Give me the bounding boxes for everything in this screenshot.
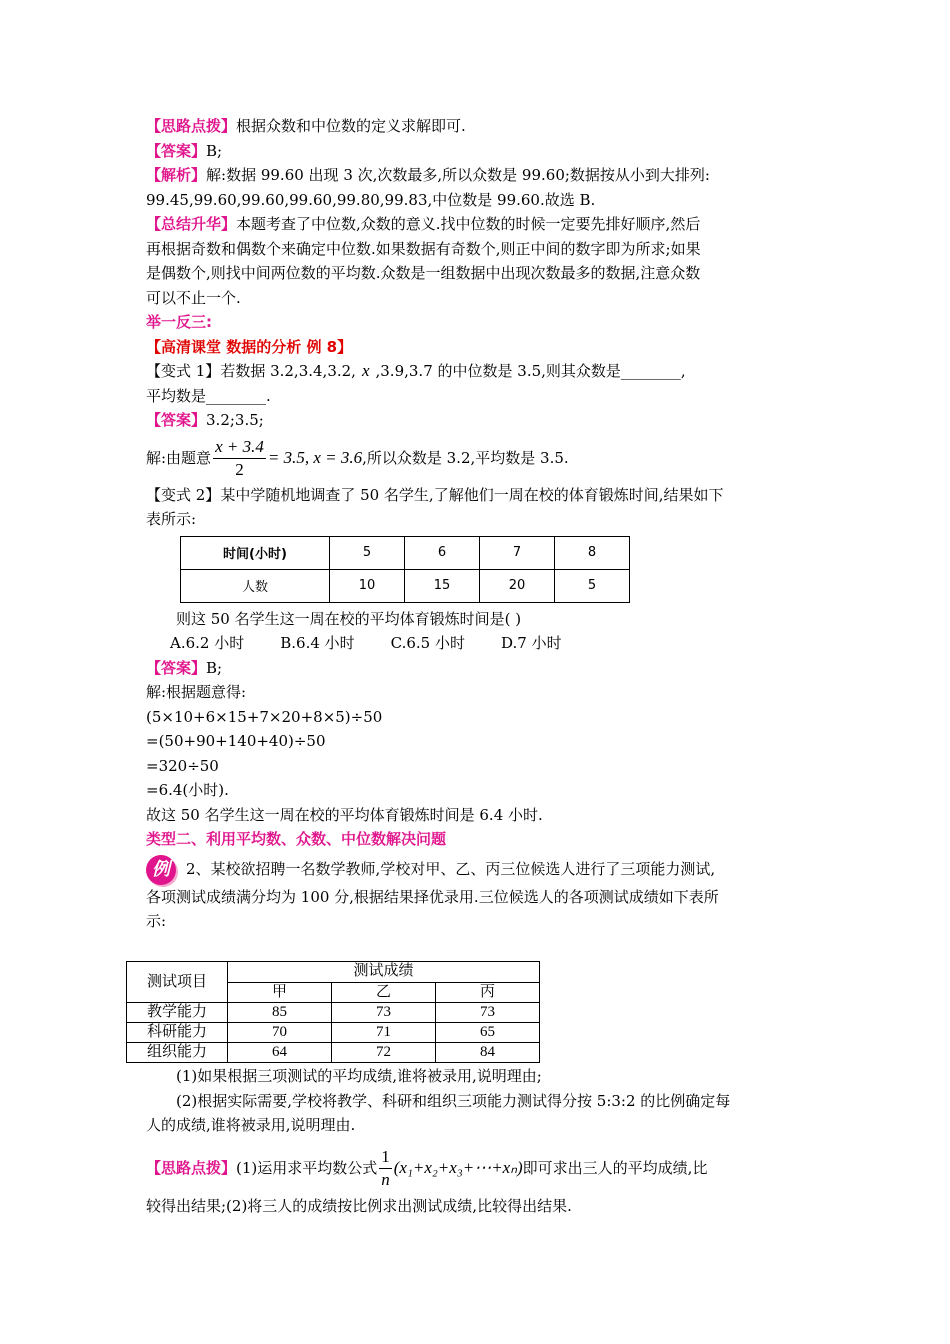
solution2-line: (5×10+6×15+7×20+8×5)÷50 [146, 707, 383, 726]
hint2-line-2: 较得出结果;(2)将三人的成绩按比例求出测试成绩,比较得出结果. [146, 1196, 572, 1215]
solution1-post: ,所以众数是 3.2,平均数是 3.5. [362, 448, 569, 467]
table-cell: 20 [480, 569, 555, 602]
table-cell: 84 [436, 1043, 540, 1063]
analysis-line-1 [146, 163, 808, 188]
example2-line-1 [146, 854, 808, 885]
table-cell: 15 [405, 569, 480, 602]
practice-heading: 举一反三: [146, 313, 212, 331]
solution2-line: =320÷50 [146, 756, 219, 775]
question-2-line-2: 人的成绩,谁将被录用,说明理由. [146, 1116, 356, 1134]
question-1: (1)如果根据三项测试的平均成绩,谁将被录用,说明理由; [176, 1067, 542, 1085]
variant2-line-2: 表所示: [146, 510, 197, 528]
answer-tag: 【答案】 [146, 141, 207, 160]
table-cell: 教学能力 [127, 1003, 228, 1023]
hint2-pre: (1)运用求平均数公式 [236, 1158, 378, 1177]
mean-formula-sum: (x₁+x₂+x₃+⋯+xₙ) [393, 1157, 523, 1177]
question2-line: 则这 50 名学生这一周在校的平均体育锻炼时间是( ) [176, 609, 522, 628]
answer1-paragraph [146, 408, 808, 433]
table-cell: 5 [555, 569, 630, 602]
variant2-line-1 [146, 483, 808, 508]
hint-paragraph [146, 114, 808, 139]
table-cell: 人数 [181, 569, 330, 602]
table-cell: 6 [405, 536, 480, 569]
question-2-line-1: (2)根据实际需要,学校将教学、科研和组织三项能力测试得分按 5:3:2 的比例确定每 [176, 1091, 731, 1110]
table-cell: 组织能力 [127, 1043, 228, 1063]
solution2-line: =(50+90+140+40)÷50 [146, 732, 326, 750]
solution2-line: 故这 50 名学生这一周在校的平均体育锻炼时间是 6.4 小时. [146, 805, 543, 824]
table-cell: 73 [436, 1003, 540, 1023]
classroom-heading: 【高清课堂 数据的分析 例 8】 [146, 337, 353, 356]
summary-tag: 【总结升华】 [146, 215, 237, 233]
variant1-variable: x [361, 361, 370, 380]
option-a: A.6.2 小时 [170, 634, 245, 652]
answer2-tag: 【答案】 [146, 658, 207, 677]
table-row [127, 962, 540, 983]
variant2-text-1: 某中学随机地调查了 50 名学生,了解他们一周在校的体育锻炼时间,结果如下 [220, 485, 724, 504]
solution1-line [146, 433, 808, 483]
table-row [181, 569, 630, 602]
fraction-numerator: x + 3.4 [213, 436, 266, 459]
answer2-text: B; [206, 658, 223, 677]
options-line [146, 631, 808, 656]
table-cell: 85 [228, 1003, 332, 1023]
answer1-tag: 【答案】 [146, 411, 207, 429]
document-page [146, 114, 808, 934]
table-row [181, 536, 630, 569]
option-d: D.7 小时 [501, 634, 562, 652]
analysis-line-2: 99.45,99.60,99.60,99.60,99.80,99.83,中位数是 99.60.故选 B. [146, 190, 596, 209]
summary-line-3: 是偶数个,则找中间两位数的平均数.众数是一组数据中出现次数最多的数据,注意众数 [146, 264, 701, 282]
answer-text: B; [206, 141, 223, 160]
answer2-paragraph [146, 656, 808, 681]
variant1-tag: 【变式 1】 [146, 362, 221, 380]
hint2-tag: 【思路点拨】 [146, 1158, 237, 1177]
hint-text: 根据众数和中位数的定义求解即可. [236, 117, 466, 135]
option-c: C.6.5 小时 [390, 634, 465, 652]
table-cell: 70 [228, 1023, 332, 1043]
candidate-score-table [126, 961, 540, 1063]
solution2-line: =6.4(小时). [146, 781, 229, 799]
table-cell: 5 [330, 536, 405, 569]
table-cell: 64 [228, 1043, 332, 1063]
table-cell: 73 [332, 1003, 436, 1023]
example2-line-2: 各项测试成绩满分均为 100 分,根据结果择优录用.三位候选人的各项测试成绩如下表所 [146, 887, 719, 906]
variant2-tag: 【变式 2】 [146, 485, 221, 504]
answer1-text: 3.2;3.5; [206, 411, 264, 429]
variant1-text-1: 若数据 3.2,3.4,3.2, [220, 362, 356, 380]
summary-line-1 [146, 212, 808, 237]
mean-formula-fraction [379, 1146, 392, 1191]
variant1-text-2: ,3.9,3.7 的中位数是 3.5,则其众数是________, [375, 362, 686, 380]
table-cell: 71 [332, 1023, 436, 1043]
fraction-numerator: 1 [379, 1146, 392, 1169]
table-cell: 65 [436, 1023, 540, 1043]
example2-text-1: 2、某校欲招聘一名数学教师,学校对甲、乙、丙三位候选人进行了三项能力测试, [186, 859, 716, 878]
table-row [127, 1043, 540, 1063]
table-cell: 72 [332, 1043, 436, 1063]
table-header-cell: 测试项目 [127, 962, 228, 1003]
table-cell: 7 [480, 536, 555, 569]
solution1-fraction [213, 436, 266, 481]
summary-line-4: 可以不止一个. [146, 288, 241, 307]
solution2-line: 解:根据题意得: [146, 683, 247, 701]
table-header-cell: 丙 [436, 982, 540, 1003]
option-b: B.6.4 小时 [280, 634, 355, 652]
analysis-text-1: 解:数据 99.60 出现 3 次,次数最多,所以众数是 99.60;数据按从小到大排列: [206, 166, 710, 184]
example2-line-3: 示: [146, 912, 167, 930]
hint2-post: 即可求出三人的平均成绩,比 [522, 1158, 708, 1177]
questions-block [146, 1064, 808, 1218]
table-header-cell: 测试成绩 [228, 962, 540, 983]
answer-paragraph [146, 139, 808, 164]
fraction-denominator: 2 [235, 460, 244, 479]
summary-line-2: 再根据奇数和偶数个来确定中位数.如果数据有奇数个,则正中间的数字即为所求;如果 [146, 239, 701, 258]
table-cell: 科研能力 [127, 1023, 228, 1043]
fraction-denominator: n [381, 1170, 390, 1189]
type2-heading: 类型二、利用平均数、众数、中位数解决问题 [146, 830, 447, 848]
solution1-equation: = 3.5, x = 3.6 [267, 447, 363, 467]
hint-tag: 【思路点拨】 [146, 117, 237, 135]
exercise-time-table [180, 536, 630, 603]
variant1-line-2: 平均数是________. [146, 386, 271, 405]
table-header-cell: 乙 [332, 982, 436, 1003]
table-row [127, 1023, 540, 1043]
hint2-line-1 [146, 1142, 808, 1194]
solution1-pre: 解:由题意 [146, 448, 212, 467]
variant1-line-1 [146, 359, 808, 384]
example-badge-icon: 例 [146, 855, 176, 885]
table-cell: 时间(小时) [181, 536, 330, 569]
table-header-cell: 甲 [228, 982, 332, 1003]
table-cell: 10 [330, 569, 405, 602]
table-row [127, 1003, 540, 1023]
table-cell: 8 [555, 536, 630, 569]
summary-text-1: 本题考查了中位数,众数的意义.找中位数的时候一定要先排好顺序,然后 [236, 215, 701, 233]
analysis-tag: 【解析】 [146, 166, 207, 184]
